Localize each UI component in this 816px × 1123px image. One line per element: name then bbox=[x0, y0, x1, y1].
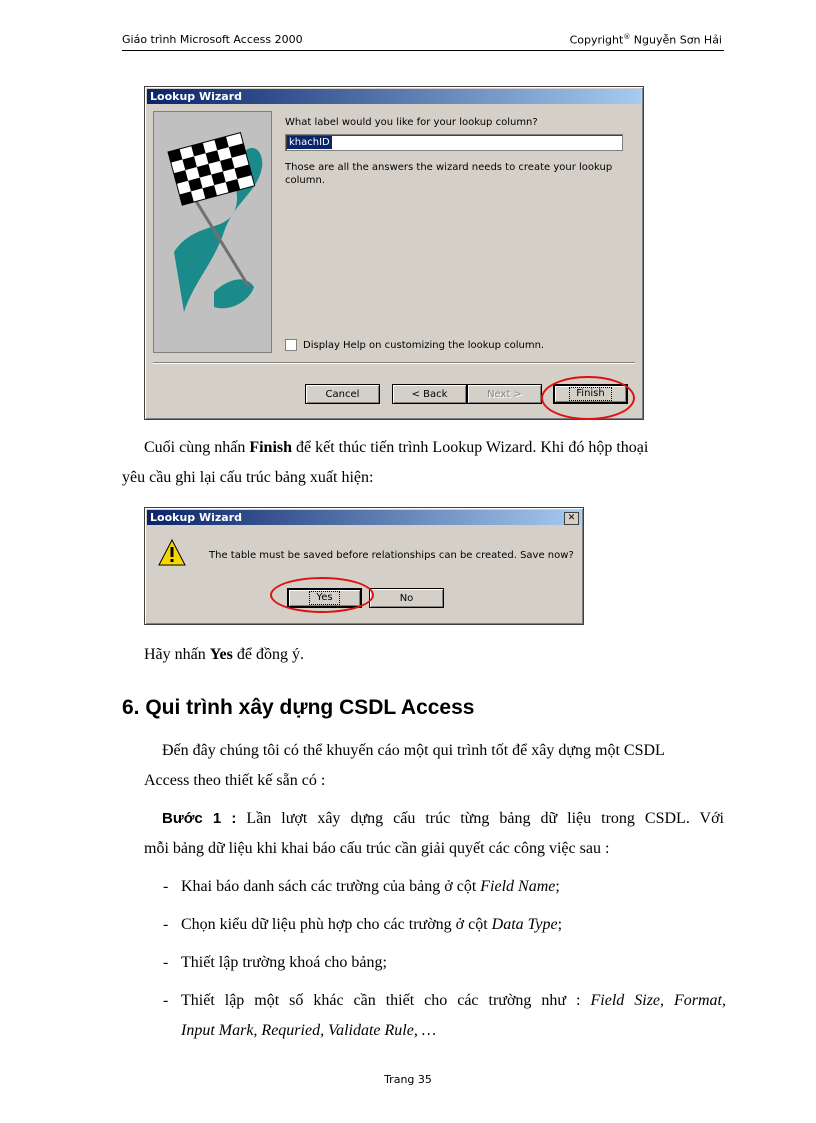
header-left: Giáo trình Microsoft Access 2000 bbox=[122, 33, 303, 46]
dialog-title: Lookup Wizard bbox=[147, 510, 581, 525]
wizard-question: What label would you like for your lookup column? bbox=[285, 117, 538, 128]
paragraph-intro-line2: Access theo thiết kế sẵn có : bbox=[144, 772, 326, 789]
yes-button[interactable]: Yes bbox=[287, 588, 362, 608]
page-number: Trang 35 bbox=[384, 1073, 432, 1086]
paragraph-intro-line1: Đến đây chúng tôi có thể khuyến cáo một qui trình tốt để xây dựng một CSDL bbox=[162, 742, 665, 759]
wizard-info-text: Those are all the answers the wizard needs to create your lookup column. bbox=[285, 162, 613, 186]
dialog-separator bbox=[153, 362, 635, 364]
section-title: 6. Qui trình xây dựng CSDL Access bbox=[122, 696, 475, 719]
step1-line1: Bước 1 : Lần lượt xây dựng cấu trúc từng bảng dữ liệu trong CSDL. Với bbox=[162, 810, 725, 827]
finish-button[interactable]: Finish bbox=[553, 384, 628, 404]
yes-highlight-circle bbox=[270, 577, 374, 613]
page-header bbox=[122, 30, 724, 51]
save-message: The table must be saved before relationships can be created. Save now? bbox=[209, 550, 574, 561]
lookup-label-input[interactable]: khachID bbox=[285, 134, 623, 151]
no-button[interactable]: No bbox=[369, 588, 444, 608]
next-button[interactable]: Next > bbox=[467, 384, 542, 404]
checkbox-box[interactable] bbox=[285, 339, 297, 351]
back-button[interactable]: < Back bbox=[392, 384, 467, 404]
warning-icon bbox=[157, 538, 187, 571]
finish-highlight-circle bbox=[541, 376, 635, 420]
close-icon[interactable]: ✕ bbox=[564, 512, 579, 525]
checkered-flag-icon bbox=[153, 111, 272, 353]
save-confirm-dialog bbox=[144, 507, 584, 625]
header-right: Copyright® Nguyễn Sơn Hải bbox=[569, 33, 722, 47]
paragraph-finish-line2: yêu cầu ghi lại cấu trúc bảng xuất hiện: bbox=[122, 469, 374, 486]
list-item-continued: Input Mark, Requried, Validate Rule, … bbox=[181, 1022, 437, 1039]
paragraph-finish: Cuối cùng nhấn Finish để kết thúc tiến trình Lookup Wizard. Khi đó hộp thoại bbox=[144, 439, 649, 456]
checkbox-label: Display Help on customizing the lookup column. bbox=[303, 340, 545, 351]
dialog-title: Lookup Wizard bbox=[147, 89, 641, 104]
paragraph-yes: Hãy nhấn Yes để đồng ý. bbox=[144, 646, 304, 663]
step1-line2: mỗi bảng dữ liệu khi khai báo cấu trúc cần giải quyết các công việc sau : bbox=[144, 840, 610, 857]
display-help-checkbox[interactable] bbox=[285, 339, 544, 351]
cancel-button[interactable]: Cancel bbox=[305, 384, 380, 404]
lookup-wizard-dialog bbox=[144, 86, 644, 420]
